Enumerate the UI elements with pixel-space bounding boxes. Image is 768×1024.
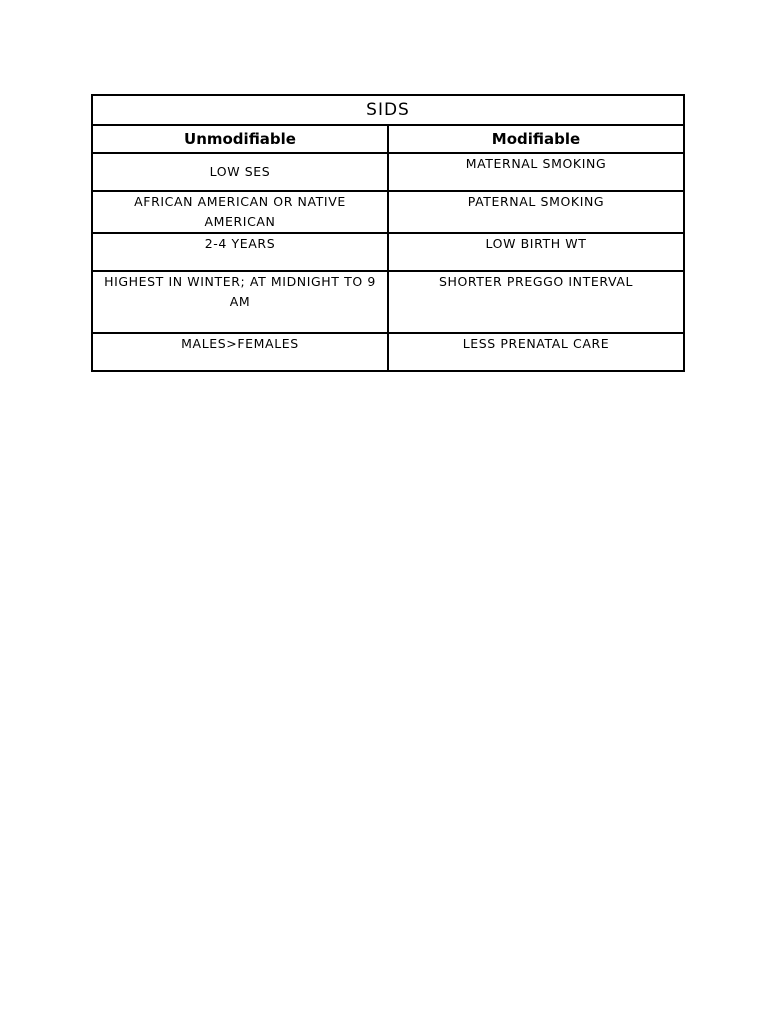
table-cell-modifiable: LOW BIRTH WT — [388, 233, 684, 271]
table-cell-modifiable: PATERNAL SMOKING — [388, 191, 684, 233]
table-cell-unmodifiable: MALES>FEMALES — [92, 333, 388, 371]
table-cell-unmodifiable: HIGHEST IN WINTER; AT MIDNIGHT TO 9 AM — [92, 271, 388, 333]
table-title: SIDS — [92, 95, 684, 125]
table-cell-modifiable: LESS PRENATAL CARE — [388, 333, 684, 371]
table-row — [92, 191, 684, 233]
table-cell-modifiable: MATERNAL SMOKING — [388, 153, 684, 191]
sids-table — [91, 94, 685, 372]
table-cell-modifiable: SHORTER PREGGO INTERVAL — [388, 271, 684, 333]
table-row — [92, 271, 684, 333]
table-row — [92, 233, 684, 271]
table-cell-unmodifiable: LOW SES — [92, 153, 388, 191]
table-title-row — [92, 95, 684, 125]
table-cell-unmodifiable: AFRICAN AMERICAN OR NATIVE AMERICAN — [92, 191, 388, 233]
table-cell-unmodifiable: 2-4 YEARS — [92, 233, 388, 271]
table-row — [92, 153, 684, 191]
column-header-unmodifiable: Unmodifiable — [92, 125, 388, 153]
column-header-modifiable: Modifiable — [388, 125, 684, 153]
table-row — [92, 333, 684, 371]
table-header-row — [92, 125, 684, 153]
